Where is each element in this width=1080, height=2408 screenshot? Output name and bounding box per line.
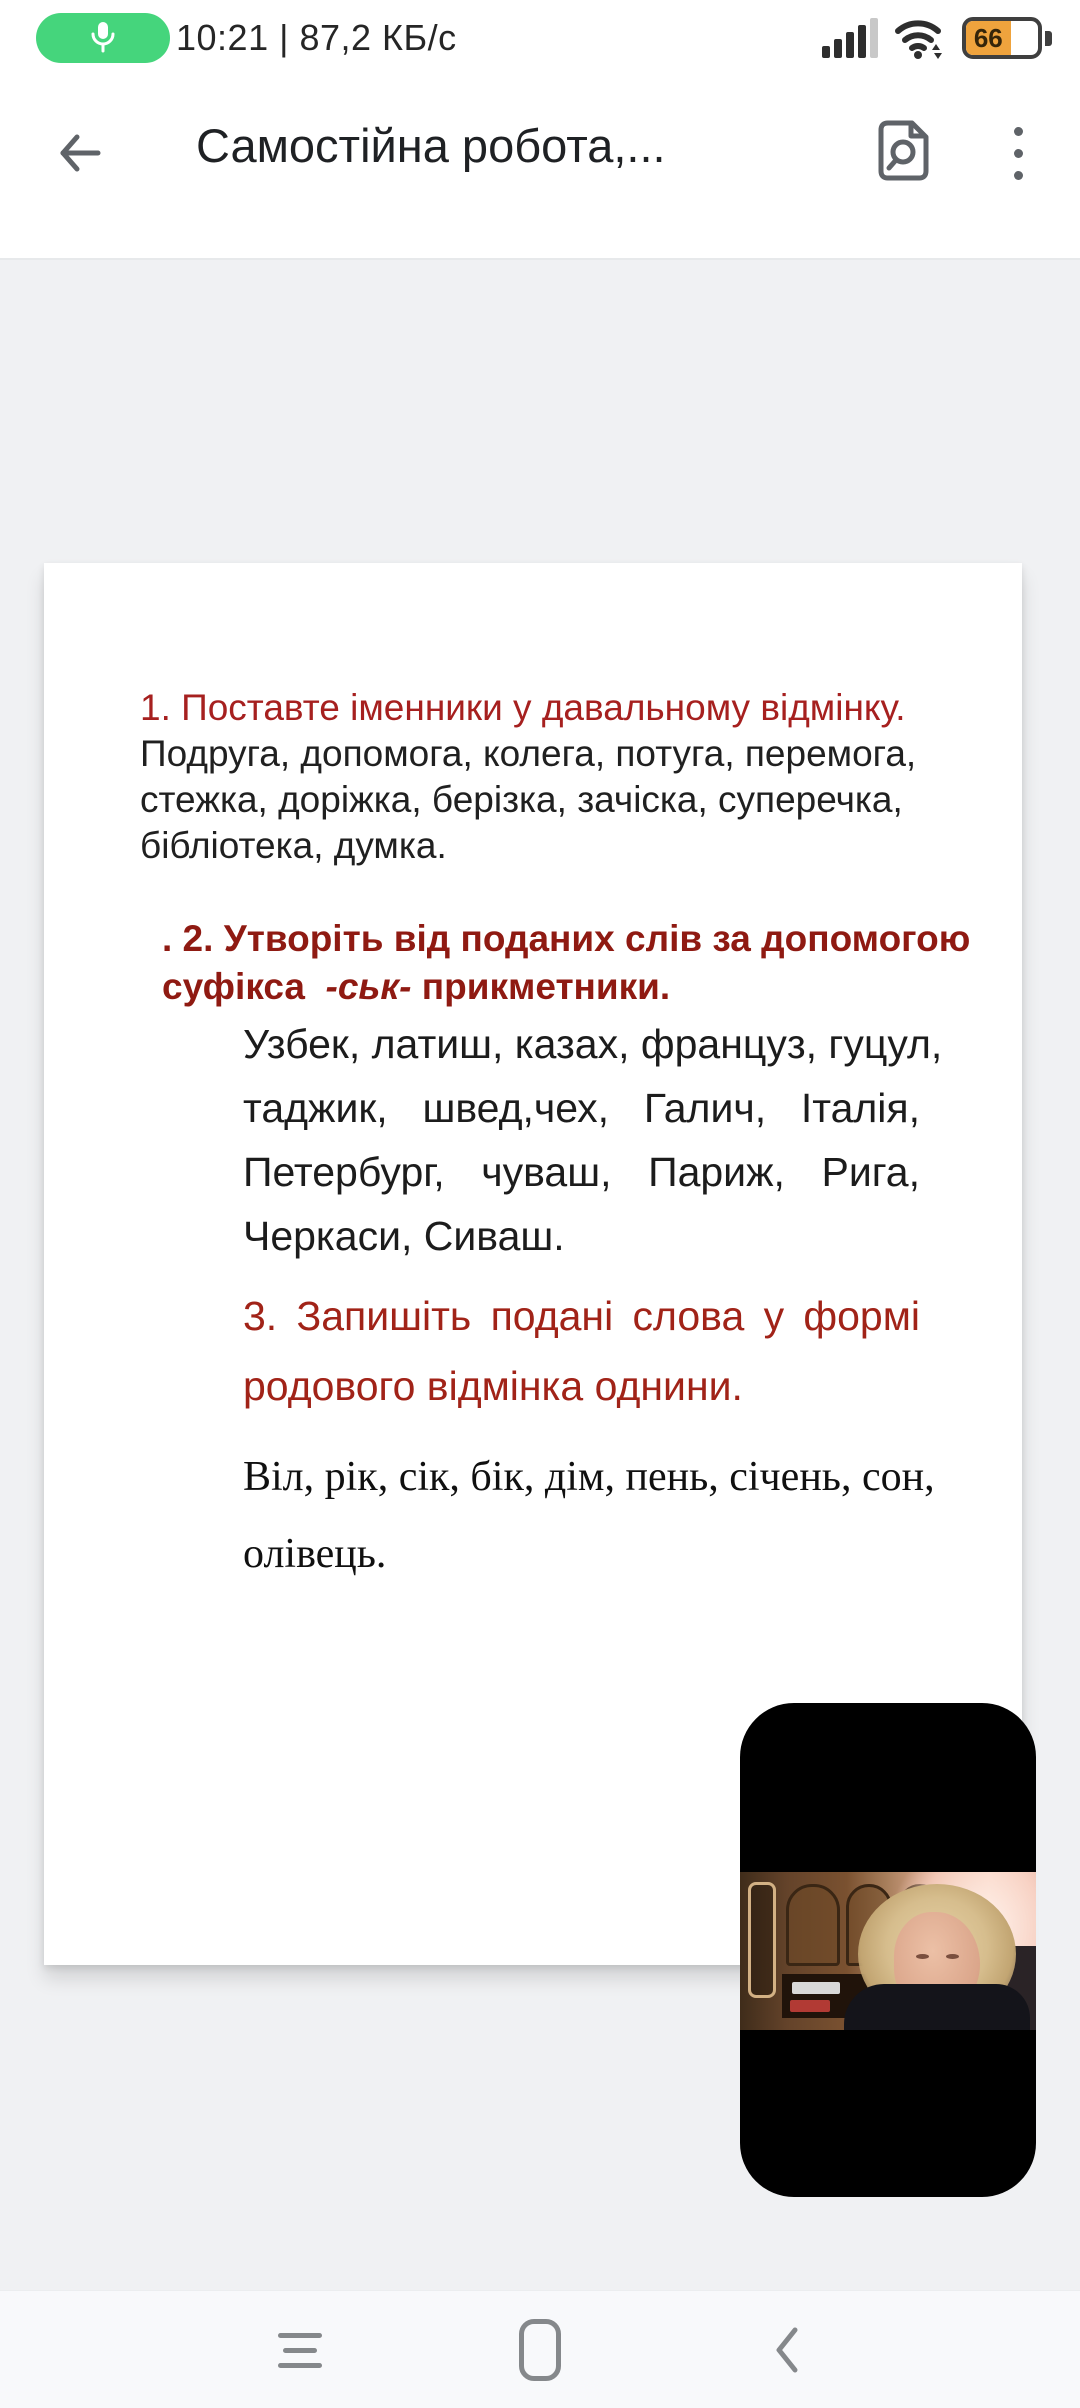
- task3-heading-line: родового відмінка однини.: [243, 1363, 743, 1409]
- task2-suffix: -ськ-: [325, 966, 412, 1007]
- person-eye: [916, 1954, 929, 1959]
- task2-word-list: [243, 1012, 943, 1268]
- task2-heading: [162, 915, 971, 1011]
- task3-word-line: Віл, рік, сік, бік, дім, пень, січень, сон,: [243, 1454, 935, 1500]
- cell-signal-icon: [822, 18, 878, 58]
- microphone-icon: [87, 19, 119, 57]
- task2-heading-rest: прикметники.: [411, 966, 671, 1007]
- cabinet-door: [786, 1884, 840, 1966]
- pip-video-window[interactable]: [740, 1703, 1036, 2197]
- microphone-active-pill[interactable]: [36, 13, 170, 63]
- task2-word-line: Черкаси, Сиваш.: [243, 1213, 565, 1259]
- shelf-item: [792, 1982, 840, 1994]
- status-right-icons: [822, 0, 1054, 76]
- cabinet-glass-door: [748, 1882, 776, 1998]
- wifi-icon: [894, 16, 946, 60]
- home-icon: [519, 2319, 561, 2381]
- task2-word-line: Петербург, чуваш, Париж, Рига,: [243, 1149, 920, 1195]
- task2-heading-line: [162, 963, 920, 1011]
- pip-video-feed: [740, 1872, 1036, 2030]
- nav-menu-button[interactable]: [240, 2291, 360, 2408]
- task3-word-list: [243, 1439, 935, 1593]
- navigation-bar: [0, 2290, 1080, 2408]
- task1-heading: 1. Поставте іменники у давальному відмінку.: [140, 687, 906, 728]
- menu-icon: [278, 2333, 322, 2368]
- find-in-document-icon: [869, 117, 935, 189]
- task2-word-line: таджик, швед,чех, Галич, Італія,: [243, 1085, 920, 1131]
- task1-body: [140, 731, 940, 869]
- status-time-and-speed: 10:21 | 87,2 КБ/с: [176, 17, 457, 58]
- find-in-document-button[interactable]: [866, 114, 938, 192]
- task1-body-line: стежка, доріжка, берізка, зачіска, суперечка,: [140, 779, 903, 820]
- task3-heading-line: 3. Запишіть подані слова у формі: [243, 1293, 920, 1339]
- task3-word-line: олівець.: [243, 1531, 387, 1577]
- app-bar: [0, 76, 1080, 260]
- nav-home-button[interactable]: [480, 2291, 600, 2408]
- task2-word-line: Узбек, латиш, казах, француз, гуцул,: [243, 1021, 943, 1067]
- task2-heading-line: . 2. Утворіть від поданих слів за допомогою: [162, 918, 971, 959]
- person-eye: [946, 1954, 959, 1959]
- battery-icon: [962, 15, 1054, 61]
- task2-heading-word: суфікса: [162, 966, 326, 1007]
- page-title: Самостійна робота,...: [196, 119, 666, 172]
- chevron-left-icon: [766, 2322, 806, 2378]
- battery-percent: 66: [966, 21, 1011, 55]
- task1-body-line: Подруга, допомога, колега, потуга, перемога,: [140, 733, 917, 774]
- arrow-left-icon: [50, 124, 108, 182]
- status-bar: [0, 0, 1080, 76]
- shelf-item: [790, 2000, 830, 2012]
- person-torso: [844, 1984, 1030, 2030]
- task3-heading: [243, 1281, 920, 1421]
- task1-body-line: бібліотека, думка.: [140, 825, 447, 866]
- overflow-menu-button[interactable]: [986, 114, 1050, 192]
- vertical-ellipsis-icon: [1014, 127, 1023, 180]
- back-button[interactable]: [48, 122, 110, 184]
- nav-back-button[interactable]: [726, 2291, 846, 2408]
